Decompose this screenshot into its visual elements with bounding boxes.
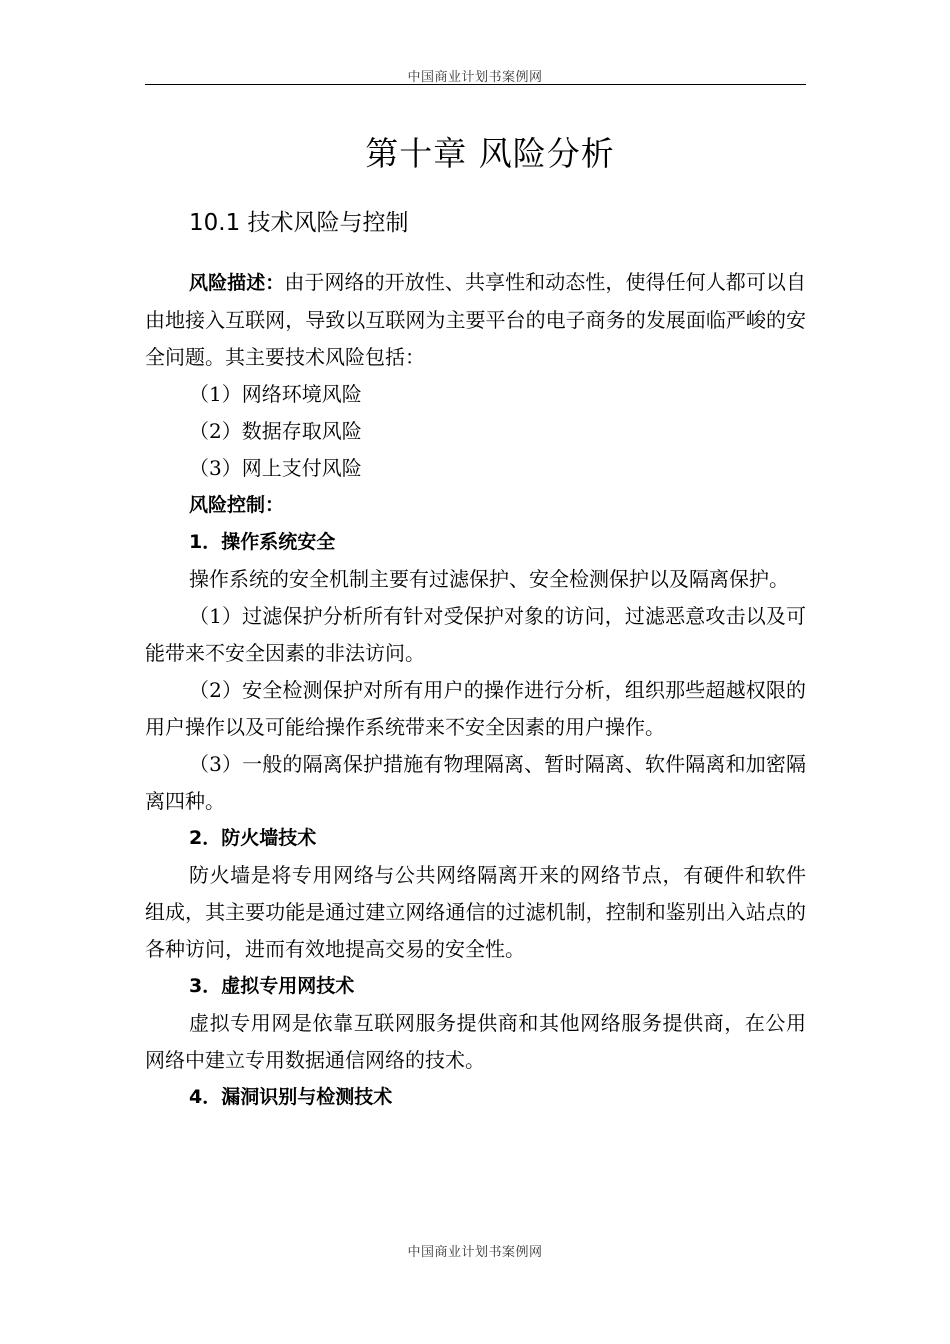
page-header: 中国商业计划书案例网: [407, 70, 543, 85]
paragraph: （3）一般的隔离保护措施有物理隔离、暂时隔离、软件隔离和加密隔离四种。: [145, 752, 806, 813]
risk-description-label: 风险描述：: [189, 272, 285, 294]
section-heading-vulnerability: 4．漏洞识别与检测技术: [189, 1086, 393, 1108]
risk-control-label: 风险控制：: [189, 494, 285, 516]
section-heading-os-security: 1．操作系统安全: [189, 531, 336, 553]
paragraph: （1）过滤保护分析所有针对受保护对象的访问，过滤恶意攻击以及可能带来不安全因素的非法访问。: [145, 604, 806, 665]
paragraph: （2）安全检测保护对所有用户的操作进行分析，组织那些超越权限的用户操作以及可能给操作系统带来不安全因素的用户操作。: [145, 678, 806, 739]
section-heading-vpn: 3．虚拟专用网技术: [189, 975, 355, 997]
risk-description-text: 由于网络的开放性、共享性和动态性，使得任何人都可以自由地接入互联网，导致以互联网为主要平台的电子商务的发展面临严峻的安全问题。其主要技术风险包括：: [145, 270, 806, 369]
paragraph: 虚拟专用网是依靠互联网服务提供商和其他网络服务提供商，在公用网络中建立专用数据通信网络的技术。: [145, 1011, 806, 1072]
body-content: [145, 264, 806, 1116]
risk-item-3: （3）网上支付风险: [189, 456, 362, 480]
paragraph: 防火墙是将专用网络与公共网络隔离开来的网络节点，有硬件和软件组成，其主要功能是通过建立网络通信的过滤机制，控制和鉴别出入站点的各种访问，进而有效地提高交易的安全性。: [145, 863, 806, 961]
header-rule: [145, 84, 806, 85]
section-heading-firewall: 2．防火墙技术: [189, 827, 317, 849]
page-footer: 中国商业计划书案例网: [407, 1245, 543, 1260]
risk-description-paragraph: [145, 264, 806, 376]
chapter-title: 第十章 风险分析: [365, 134, 615, 173]
risk-item-2: （2）数据存取风险: [189, 419, 362, 443]
paragraph: 操作系统的安全机制主要有过滤保护、安全检测保护以及隔离保护。: [189, 567, 789, 591]
risk-item-1: （1）网络环境风险: [189, 382, 362, 406]
section-title: 10.1 技术风险与控制: [189, 210, 409, 236]
